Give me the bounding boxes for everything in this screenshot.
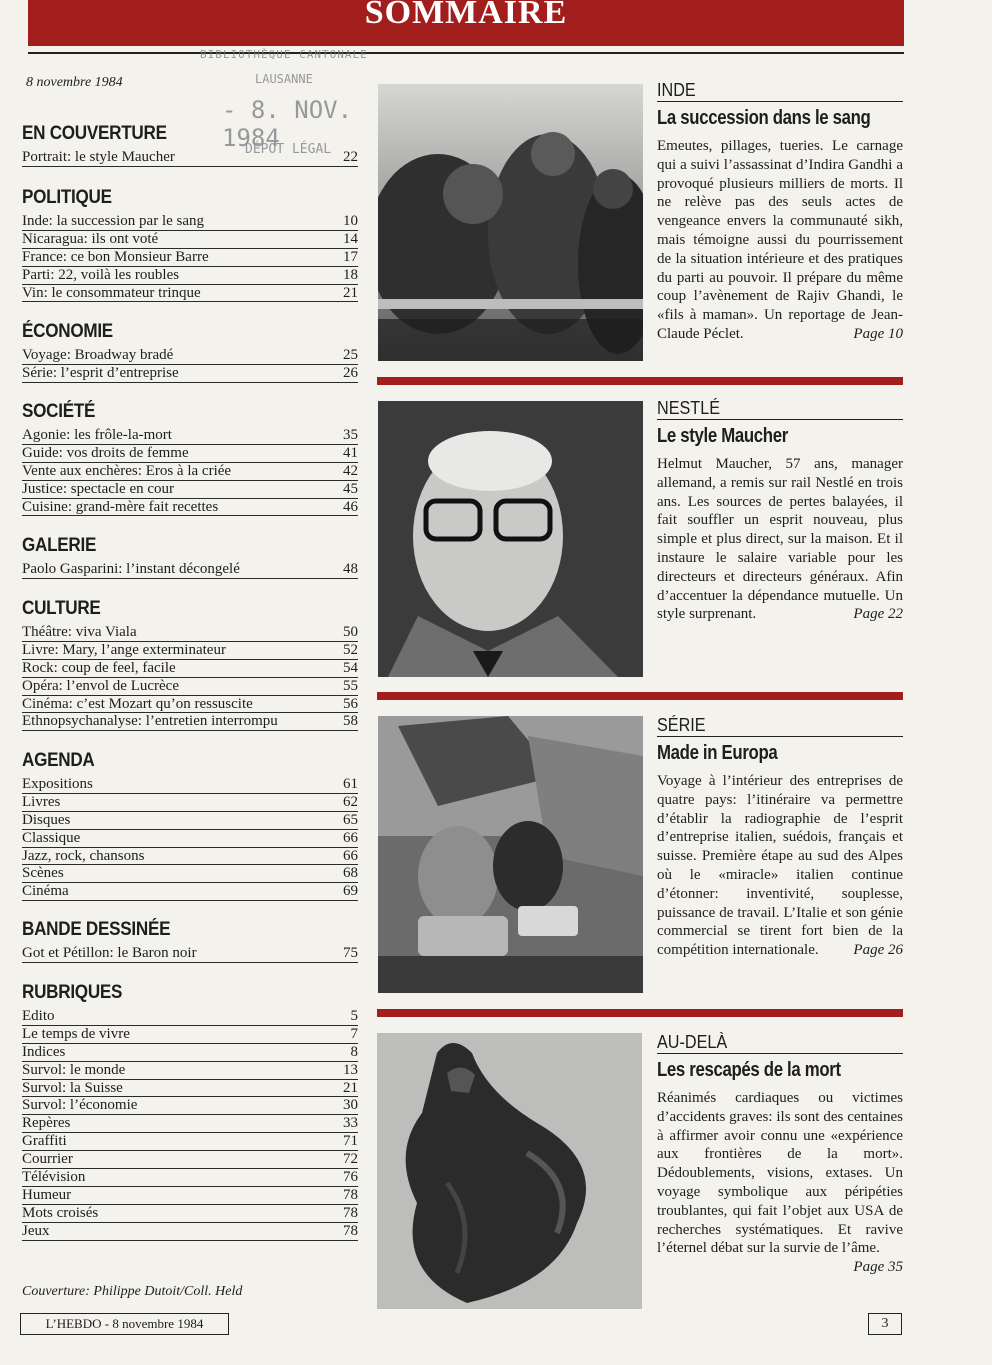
toc-section-societe <box>22 400 358 516</box>
issue-date: 8 novembre 1984 <box>26 75 123 90</box>
toc-page: 65 <box>343 811 358 828</box>
toc-row[interactable] <box>22 1097 358 1115</box>
toc-page: 54 <box>343 659 358 676</box>
section-divider <box>377 692 903 700</box>
toc-row[interactable] <box>22 1205 358 1223</box>
toc-page: 75 <box>343 945 358 961</box>
toc-section-couverture <box>22 122 358 167</box>
article-body <box>657 455 903 624</box>
toc-label: Agonie: les frôle-la-mort <box>22 427 172 443</box>
toc-section-rubriques <box>22 981 358 1241</box>
article-page: Page 35 <box>853 1259 903 1276</box>
cover-credit: Couverture: Philippe Dutoit/Coll. Held <box>22 1284 243 1299</box>
toc-label: Opéra: l’envol de Lucrèce <box>22 677 179 694</box>
stamp-line-date: - 8. NOV. 1984 <box>222 96 353 152</box>
toc-page: 10 <box>343 213 358 229</box>
toc-page: 71 <box>343 1133 358 1150</box>
section-heading: POLITIQUE <box>22 187 112 208</box>
toc-page: 78 <box>343 1186 358 1203</box>
toc-page: 26 <box>343 364 358 381</box>
toc-page: 55 <box>343 677 358 694</box>
article-au-dela[interactable] <box>657 1032 903 1277</box>
toc-row[interactable] <box>22 267 358 285</box>
toc-page: 30 <box>343 1097 358 1114</box>
article-inde[interactable] <box>657 80 903 344</box>
photo-factory-workers <box>378 716 643 993</box>
toc-label: France: ce bon Monsieur Barre <box>22 248 209 265</box>
toc-row[interactable] <box>22 285 358 303</box>
toc-label: Disques <box>22 811 71 828</box>
toc-page: 68 <box>343 865 358 882</box>
toc-label: Indices <box>22 1043 66 1060</box>
toc-row[interactable] <box>22 865 358 883</box>
article-page: Page 26 <box>853 942 903 959</box>
toc-label: Got et Pétillon: le Baron noir <box>22 945 197 961</box>
article-page: Page 10 <box>853 325 903 342</box>
article-text: Réanimés cardiaques ou victimes d’accidents graves: ils sont des centaines à affirmer avoir connu une «expérience aux frontières de la mort». Dédoublements, visions, extases. Un voyage symbolique aux péripéties troublantes, qui fait l’objet aux USA de recherches systématiques. Et ravive l’éternel débat sur la survie de l’âme. <box>657 1090 903 1257</box>
toc-page: 45 <box>343 480 358 497</box>
toc-label: Survol: l’économie <box>22 1097 138 1114</box>
toc-label: Série: l’esprit d’entreprise <box>22 364 179 381</box>
toc-row[interactable] <box>22 1026 358 1044</box>
toc-label: Nicaragua: ils ont voté <box>22 230 159 247</box>
toc-row[interactable] <box>22 624 358 642</box>
section-heading: BANDE DESSINÉE <box>22 919 171 940</box>
photo-shrouded-figure <box>377 1033 642 1309</box>
toc-page: 18 <box>343 266 358 283</box>
toc-label: Justice: spectacle en cour <box>22 480 175 497</box>
toc-label: Livres <box>22 793 61 810</box>
toc-row[interactable] <box>22 713 358 731</box>
section-heading: AGENDA <box>22 750 95 771</box>
toc-row[interactable] <box>22 213 358 231</box>
toc-page: 56 <box>343 695 358 712</box>
toc-page: 14 <box>343 230 358 247</box>
toc-page: 48 <box>343 561 358 577</box>
toc-page: 66 <box>343 829 358 846</box>
toc-page: 33 <box>343 1115 358 1132</box>
toc-label: Jeux <box>22 1222 50 1239</box>
toc-label: Expositions <box>22 776 93 792</box>
article-title: Made in Europa <box>657 742 778 764</box>
toc-page: 50 <box>343 624 358 640</box>
toc-row[interactable] <box>22 499 358 517</box>
stamp-line-deposit: DÉPÔT LÉGAL <box>245 142 332 157</box>
article-category: INDE <box>657 80 696 100</box>
toc-section-culture <box>22 597 358 731</box>
toc-page: 69 <box>343 883 358 900</box>
header-rule <box>28 52 904 54</box>
toc-page: 78 <box>343 1204 358 1221</box>
toc-row[interactable] <box>22 445 358 463</box>
toc-row[interactable] <box>22 231 358 249</box>
toc-row[interactable] <box>22 1223 358 1241</box>
section-heading: ÉCONOMIE <box>22 321 113 342</box>
article-title: Le style Maucher <box>657 425 788 447</box>
article-serie[interactable] <box>657 715 903 960</box>
stamp-line-library: BIBLIOTHÈQUE CANTONALE <box>200 48 368 61</box>
article-category: SÉRIE <box>657 715 706 735</box>
photo-riot-crowd <box>378 84 643 361</box>
toc-page: 46 <box>343 498 358 515</box>
toc-page: 52 <box>343 641 358 658</box>
toc-section-bande-dessinee <box>22 918 358 963</box>
toc-row[interactable] <box>22 1080 358 1098</box>
toc-label: Graffiti <box>22 1133 67 1150</box>
toc-page: 13 <box>343 1061 358 1078</box>
toc-label: Survol: le monde <box>22 1061 126 1078</box>
toc-label: Livre: Mary, l’ange exterminateur <box>22 641 226 658</box>
toc-row[interactable] <box>22 249 358 267</box>
toc-row[interactable] <box>22 696 358 714</box>
toc-label: Parti: 22, voilà les roubles <box>22 266 180 283</box>
page-number: 3 <box>868 1313 902 1335</box>
article-body <box>657 1089 903 1276</box>
toc-label: Portrait: le style Maucher <box>22 149 175 165</box>
section-heading: RUBRIQUES <box>22 982 123 1003</box>
toc-row[interactable] <box>22 463 358 481</box>
stamp-line-city: LAUSANNE <box>255 72 313 86</box>
toc-row[interactable] <box>22 945 358 963</box>
toc-page: 8 <box>350 1043 358 1060</box>
article-nestle[interactable] <box>657 398 903 624</box>
toc-label: Ethnopsychanalyse: l’entretien interrompu <box>22 713 278 730</box>
toc-label: Vin: le consommateur trinque <box>22 284 201 301</box>
article-body <box>657 772 903 960</box>
toc-page: 66 <box>343 847 358 864</box>
toc-label: Courrier <box>22 1151 73 1168</box>
section-divider <box>377 1009 903 1017</box>
toc-row[interactable] <box>22 365 358 383</box>
toc-row[interactable] <box>22 1044 358 1062</box>
article-page: Page 22 <box>853 606 903 623</box>
article-title: La succession dans le sang <box>657 107 871 129</box>
category-rule <box>657 736 903 737</box>
toc-row[interactable] <box>22 347 358 365</box>
toc-label: Jazz, rock, chansons <box>22 847 145 864</box>
toc-row[interactable] <box>22 561 358 579</box>
article-body <box>657 137 903 344</box>
toc-label: Edito <box>22 1008 55 1024</box>
article-category: AU-DELÀ <box>657 1032 728 1052</box>
toc-label: Le temps de vivre <box>22 1025 130 1042</box>
article-text: Helmut Maucher, 57 ans, manager allemand, a remis sur rail Nestlé en trois ans. Les sources de pertes balayées, il fait souffler un esprit nouveau, plus simple et plus direct, sur la maison. Et il instaure le salaire variable pour les directeurs et directeurs généraux. Afin d’accentuer la dépendance mutuelle. Un style surprenant. <box>657 456 903 623</box>
toc-section-agenda <box>22 749 358 901</box>
toc-row[interactable] <box>22 1133 358 1151</box>
toc-label: Scènes <box>22 865 64 882</box>
toc-row[interactable] <box>22 678 358 696</box>
toc-label: Classique <box>22 829 81 846</box>
toc-row[interactable] <box>22 1062 358 1080</box>
toc-page: 62 <box>343 793 358 810</box>
toc-page: 25 <box>343 347 358 363</box>
magazine-footer: L’HEBDO - 8 novembre 1984 <box>20 1313 229 1335</box>
toc-page: 17 <box>343 248 358 265</box>
toc-label: Survol: la Suisse <box>22 1079 123 1096</box>
toc-label: Théâtre: viva Viala <box>22 624 137 640</box>
toc-page: 61 <box>343 776 358 792</box>
section-heading: EN COUVERTURE <box>22 123 167 144</box>
toc-row[interactable] <box>22 883 358 901</box>
section-divider <box>377 377 903 385</box>
toc-row[interactable] <box>22 1151 358 1169</box>
toc-label: Inde: la succession par le sang <box>22 213 205 229</box>
toc-row[interactable] <box>22 794 358 812</box>
toc-label: Voyage: Broadway bradé <box>22 347 174 363</box>
toc-section-economie <box>22 320 358 383</box>
toc-label: Mots croisés <box>22 1204 99 1221</box>
article-text: Emeutes, pillages, tueries. Le carnage qui a suivi l’assassinat d’Indira Gandhi a provoqué plusieurs milliers de morts. Il ne relève pas des seuls actes de vengeance envers la communauté sikh, mais témoigne aussi du pourrissement de la situation intérieure et des pratiques du parti au pouvoir. Il prépare du même coup l’avènement de Rajiv Ghandi, le «fils à maman». Un reportage de Jean-Claude Péclet. <box>657 138 903 342</box>
toc-section-politique <box>22 186 358 302</box>
photo-helmut-maucher <box>378 401 643 677</box>
toc-label: Vente aux enchères: Eros à la criée <box>22 462 232 479</box>
toc-row[interactable] <box>22 427 358 445</box>
toc-page: 22 <box>343 149 358 165</box>
toc-row[interactable] <box>22 776 358 794</box>
toc-label: Humeur <box>22 1186 72 1203</box>
title-banner <box>28 0 904 46</box>
section-heading: CULTURE <box>22 598 101 619</box>
toc-page: 72 <box>343 1151 358 1168</box>
toc-row[interactable] <box>22 642 358 660</box>
toc-label: Cinéma: c’est Mozart qu’on ressuscite <box>22 695 253 712</box>
toc-row[interactable] <box>22 1008 358 1026</box>
article-category: NESTLÉ <box>657 398 721 418</box>
category-rule <box>657 101 903 102</box>
toc-section-galerie <box>22 534 358 579</box>
page-title: SOMMAIRE <box>364 0 568 31</box>
toc-row[interactable] <box>22 1115 358 1133</box>
toc-page: 58 <box>343 713 358 730</box>
section-heading: GALERIE <box>22 535 97 556</box>
toc-page: 21 <box>343 284 358 301</box>
toc-label: Paolo Gasparini: l’instant décongelé <box>22 561 240 577</box>
toc-label: Cinéma <box>22 883 69 900</box>
toc-page: 41 <box>343 444 358 461</box>
toc-page: 76 <box>343 1169 358 1186</box>
toc-row[interactable] <box>22 1187 358 1205</box>
toc-label: Repères <box>22 1115 71 1132</box>
category-rule <box>657 419 903 420</box>
toc-row[interactable] <box>22 830 358 848</box>
toc-page: 35 <box>343 427 358 443</box>
toc-row[interactable] <box>22 848 358 866</box>
toc-row[interactable] <box>22 1169 358 1187</box>
toc-page: 42 <box>343 462 358 479</box>
section-heading: SOCIÉTÉ <box>22 401 96 422</box>
toc-page: 78 <box>343 1222 358 1239</box>
toc-row[interactable] <box>22 481 358 499</box>
article-text: Voyage à l’intérieur des entreprises de quatre pays: l’itinéraire va permettre d’établir la radiographie de l’esprit d’entreprise italien, suédois, français et suisse. Première étape au sud des Alpes où le «miracle» italien continue d’étonner: inventivité, souplesse, puissance de travail. L’Italie et son génie commercial se tirent fort bien de la compétition internationale. <box>657 773 903 959</box>
toc-page: 5 <box>350 1008 358 1024</box>
toc-page: 7 <box>350 1025 358 1042</box>
toc-label: Rock: coup de feel, facile <box>22 659 176 676</box>
article-title: Les rescapés de la mort <box>657 1059 841 1081</box>
toc-label: Télévision <box>22 1169 86 1186</box>
toc-row[interactable] <box>22 660 358 678</box>
toc-page: 21 <box>343 1079 358 1096</box>
category-rule <box>657 1053 903 1054</box>
toc-label: Cuisine: grand-mère fait recettes <box>22 498 219 515</box>
toc-row[interactable] <box>22 812 358 830</box>
toc-label: Guide: vos droits de femme <box>22 444 189 461</box>
toc-row[interactable] <box>22 149 358 167</box>
